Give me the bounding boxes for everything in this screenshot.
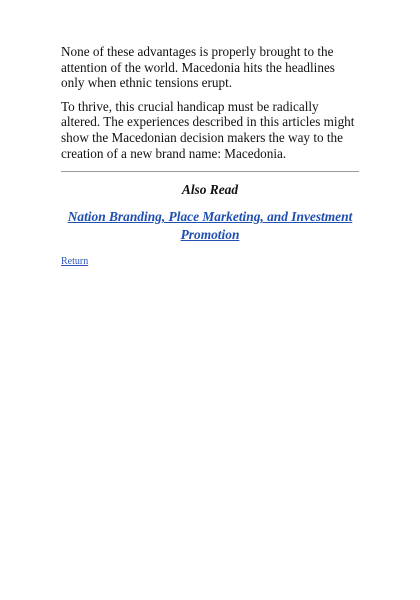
related-article-block [61, 208, 359, 244]
body-paragraph: To thrive, this crucial handicap must be radically altered. The experiences described in this articles might show the Macedonian decision makers the way to the creation of a new brand name: Macedonia. [61, 98, 355, 161]
section-divider [61, 171, 359, 172]
body-paragraph: None of these advantages is properly brought to the attention of the world. Macedonia hits the headlines only when ethnic tensions erupt. [61, 44, 335, 91]
also-read-heading: Also Read [181, 182, 239, 198]
return-link[interactable]: Return [61, 256, 89, 268]
related-article-link[interactable]: Nation Branding, Place Marketing, and Investment Promotion [67, 209, 353, 243]
document-page [61, 44, 359, 269]
